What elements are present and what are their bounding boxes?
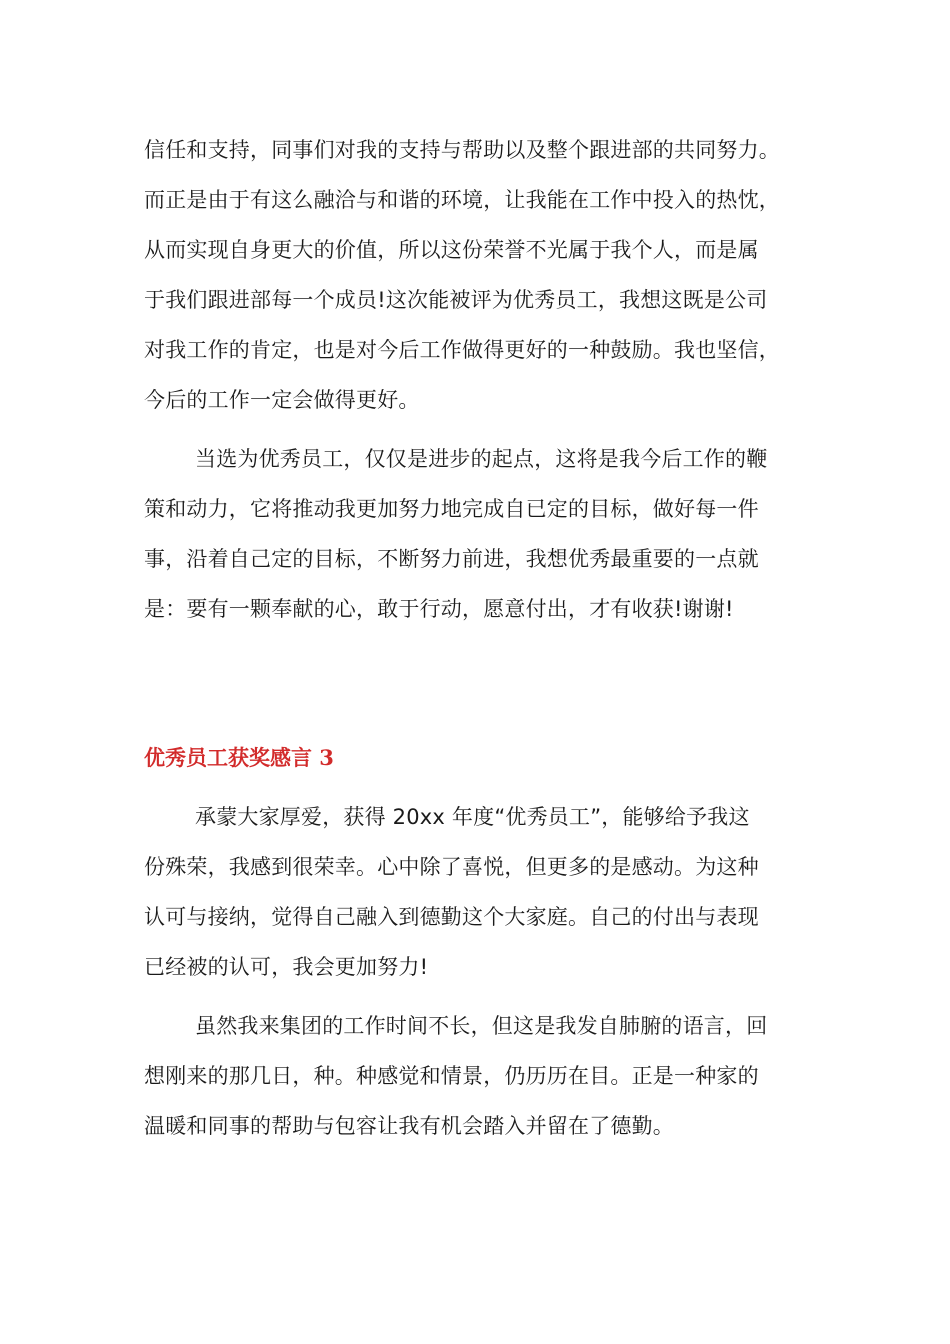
paragraph-1-line-2: 而正是由于有这么融洽与和谐的环境，让我能在工作中投入的热忱， — [144, 188, 780, 212]
paragraph-3-line-4: 已经被的认可，我会更加努力! — [144, 955, 429, 979]
paragraph-1-line-1: 信任和支持，同事们对我的支持与帮助以及整个跟进部的共同努力。 — [144, 138, 780, 162]
paragraph-1-line-3: 从而实现自身更大的价值，所以这份荣誉不光属于我个人，而是属 — [144, 238, 759, 262]
paragraph-1-line-4: 于我们跟进部每一个成员!这次能被评为优秀员工，我想这既是公司 — [144, 288, 768, 312]
paragraph-1-line-5: 对我工作的肯定，也是对今后工作做得更好的一种鼓励。我也坚信， — [144, 338, 780, 362]
paragraph-4-line-1: 虽然我来集团的工作时间不长，但这是我发自肺腑的语言，回 — [195, 1014, 768, 1038]
paragraph-2-line-3: 事，沿着自己定的目标，不断努力前进，我想优秀最重要的一点就 — [144, 547, 759, 571]
section-heading: 优秀员工获奖感言 3 — [144, 745, 334, 770]
paragraph-2-line-2: 策和动力，它将推动我更加努力地完成自已定的目标，做好每一件 — [144, 497, 759, 521]
paragraph-4-line-3: 温暖和同事的帮助与包容让我有机会踏入并留在了德勤。 — [144, 1114, 674, 1138]
paragraph-3-line-1: 承蒙大家厚爱，获得 20xx 年度“优秀员工”，能够给予我这 — [195, 805, 750, 829]
paragraph-3-line-3: 认可与接纳，觉得自己融入到德勤这个大家庭。自己的付出与表现 — [144, 905, 759, 929]
paragraph-3-line-2: 份殊荣，我感到很荣幸。心中除了喜悦，但更多的是感动。为这种 — [144, 855, 759, 879]
paragraph-1-line-6: 今后的工作一定会做得更好。 — [144, 388, 420, 412]
paragraph-2-line-1: 当选为优秀员工，仅仅是进步的起点，这将是我今后工作的鞭 — [195, 447, 768, 471]
paragraph-4-line-2: 想刚来的那几日，种。种感觉和情景，仍历历在目。正是一种家的 — [144, 1064, 759, 1088]
paragraph-2-line-4: 是：要有一颗奉献的心，敢于行动，愿意付出，才有收获!谢谢! — [144, 597, 734, 621]
